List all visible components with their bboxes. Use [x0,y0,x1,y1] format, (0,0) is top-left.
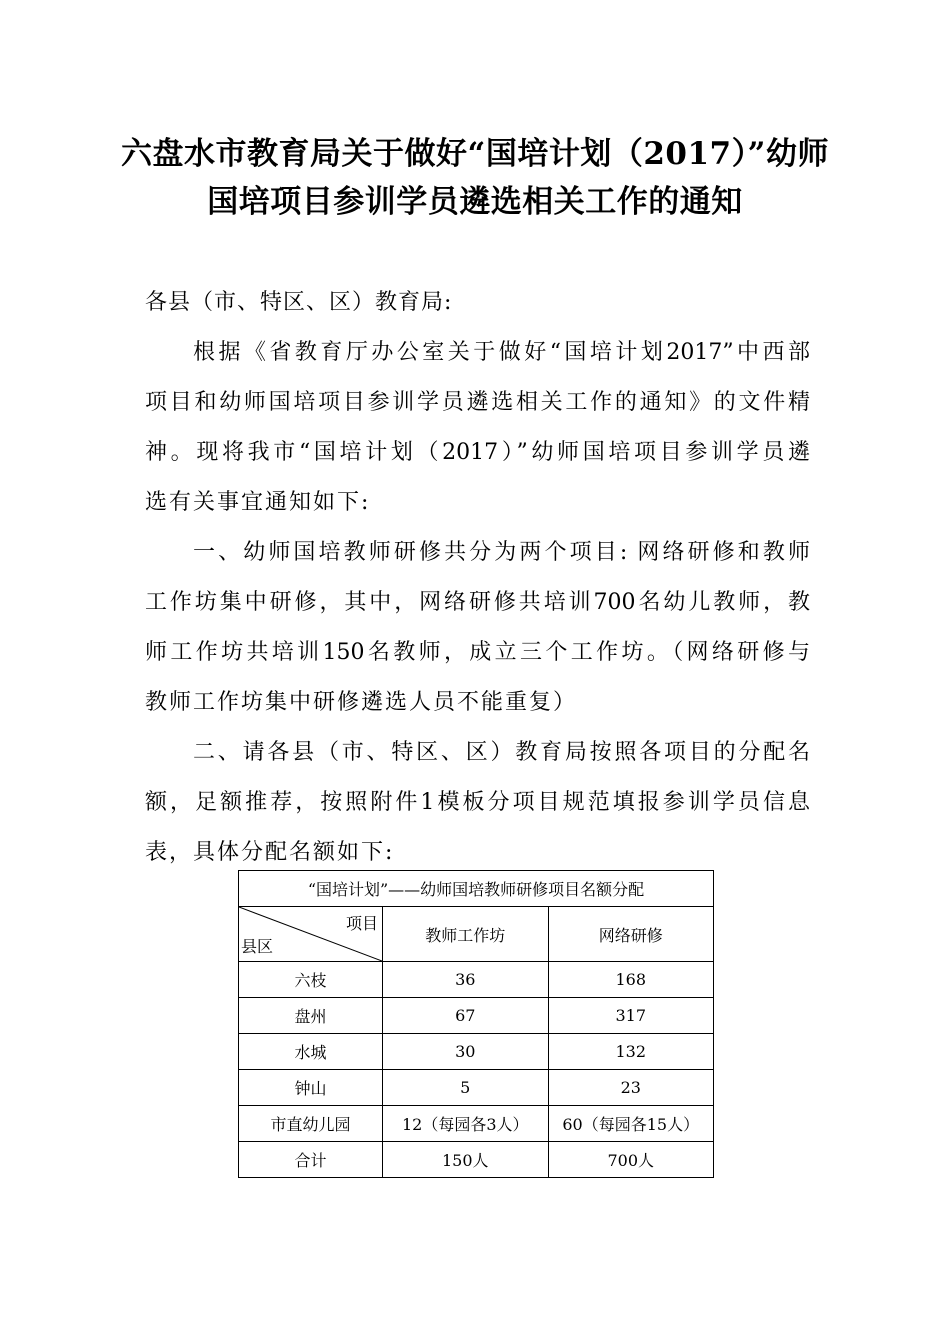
header-online: 网络研修 [548,907,714,962]
region-cell: 钟山 [239,1070,383,1106]
workshop-cell: 67 [383,998,549,1034]
para1-line-4: 选有关事宜通知如下: [145,490,371,515]
table-row [239,1106,714,1142]
table-row [239,998,714,1034]
region-cell: 合计 [239,1142,383,1178]
para2-line-1: 一、幼师国培教师研修共分为两个项目: 网络研修和教师 [193,540,810,565]
table-caption-row [239,871,714,907]
region-cell: 盘州 [239,998,383,1034]
header-region-label: 县区 [241,937,274,956]
online-cell: 60（每园各15人） [548,1106,714,1142]
table-row [239,962,714,998]
table-row [239,1034,714,1070]
notice-title-line-2: 国培项目参训学员遴选相关工作的通知 [207,184,743,220]
para1-line-3: 神。现将我市“国培计划（2017）”幼师国培项目参训学员遴 [145,440,810,465]
header-workshop: 教师工作坊 [383,907,549,962]
para2-line-3: 师工作坊共培训150名教师，成立三个工作坊。（网络研修与 [145,640,810,665]
header-project-label: 项目 [345,914,378,933]
para3-line-1: 二、请各县（市、特区、区）教育局按照各项目的分配名 [193,740,810,765]
table-row [239,1070,714,1106]
workshop-cell: 30 [383,1034,549,1070]
workshop-cell: 150人 [383,1142,549,1178]
online-cell: 168 [548,962,714,998]
para2-line-4: 教师工作坊集中研修遴选人员不能重复） [145,690,578,715]
online-cell: 132 [548,1034,714,1070]
region-cell: 六枝 [239,962,383,998]
diagonal-header-cell [239,907,383,962]
online-cell: 700人 [548,1142,714,1178]
quota-table [238,870,714,1178]
region-cell: 水城 [239,1034,383,1070]
table-row-total [239,1142,714,1178]
workshop-cell: 5 [383,1070,549,1106]
salutation: 各县（市、特区、区）教育局: [145,290,453,315]
workshop-cell: 12（每园各3人） [383,1106,549,1142]
para1-line-1: 根据《省教育厅办公室关于做好“国培计划2017”中西部 [193,340,810,365]
region-cell: 市直幼儿园 [239,1106,383,1142]
workshop-cell: 36 [383,962,549,998]
para3-line-3: 表，具体分配名额如下: [145,840,395,865]
online-cell: 317 [548,998,714,1034]
para1-line-2: 项目和幼师国培项目参训学员遴选相关工作的通知》的文件精 [145,390,810,415]
online-cell: 23 [548,1070,714,1106]
para3-line-2: 额，足额推荐，按照附件1模板分项目规范填报参训学员信息 [145,790,810,815]
para2-line-2: 工作坊集中研修，其中，网络研修共培训700名幼儿教师，教 [145,590,810,615]
table-caption: “国培计划”——幼师国培教师研修项目名额分配 [239,871,714,907]
table-header-row [239,907,714,962]
notice-title-line-1: 六盘水市教育局关于做好“国培计划（2017）”幼师 [121,136,829,172]
